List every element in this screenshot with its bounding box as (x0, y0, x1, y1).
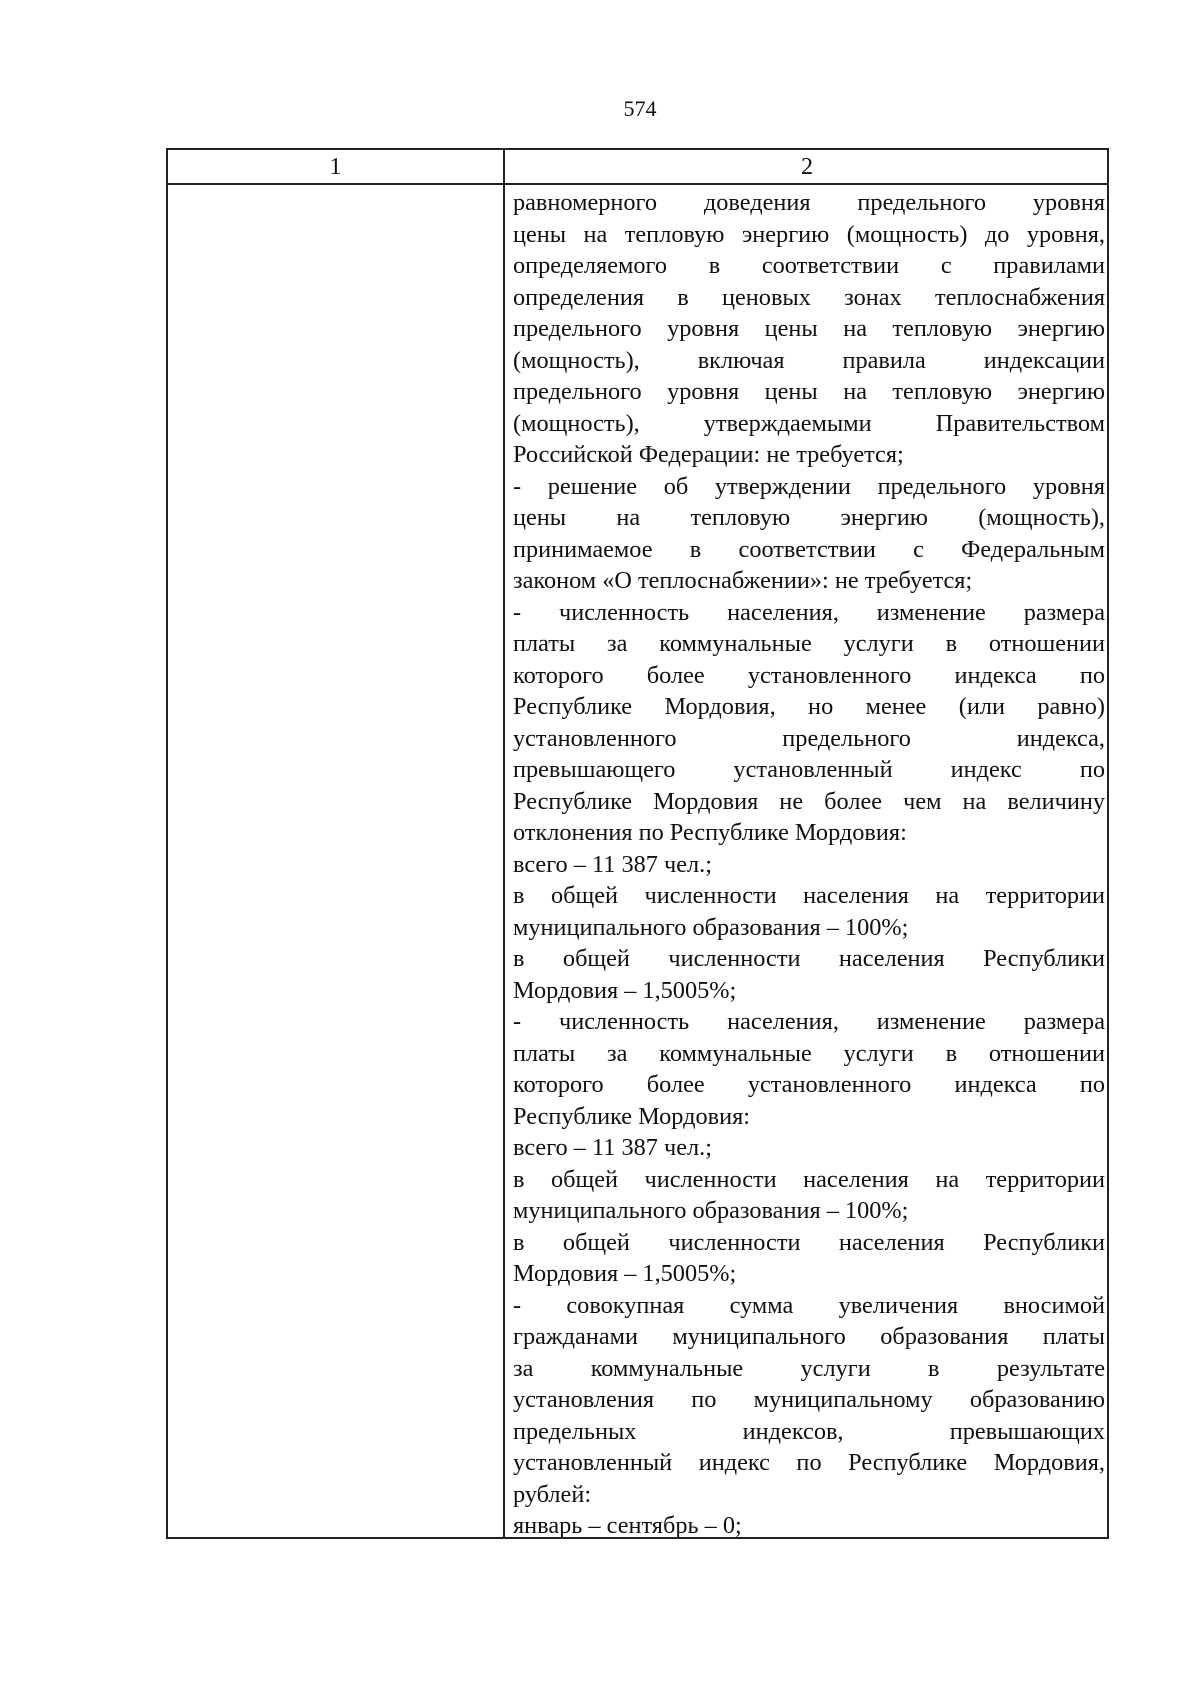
text-line: установленный индекс по Республике Мордовия, (513, 1449, 1105, 1476)
text-line: законом «О теплоснабжении»: не требуется; (513, 567, 973, 594)
text-line: (мощность), включая правила индексации (513, 346, 1105, 374)
page-number: 574 (623, 96, 657, 121)
text-line: всего – 11 387 чел.; (513, 850, 712, 878)
text-line: которого более установленного индекса по (513, 661, 1105, 689)
text-line: рублей: (513, 1480, 592, 1508)
document-table (166, 148, 1109, 1539)
text-line: гражданами муниципального образования платы (513, 1323, 1105, 1350)
column-divider (503, 150, 505, 1537)
text-line: установленного предельного индекса, (513, 724, 1105, 752)
text-line: всего – 11 387 чел.; (513, 1134, 712, 1161)
text-line: принимаемое в соответствии с Федеральным (513, 535, 1105, 563)
text-line: установления по муниципальному образованию (513, 1386, 1105, 1413)
text-line: (мощность), утверждаемыми Правительством (513, 409, 1105, 437)
text-line: платы за коммунальные услуги в отношении (513, 630, 1105, 657)
text-line: в общей численности населения на территории (513, 882, 1105, 909)
text-line: цены на тепловую энергию (мощность) до уровня, (513, 220, 1105, 248)
text-line: предельных индексов, превышающих (513, 1417, 1105, 1445)
text-line: в общей численности населения Республики (513, 945, 1105, 972)
text-line: январь – сентябрь – 0; (513, 1512, 742, 1537)
text-line: определения в ценовых зонах теплоснабжения (513, 283, 1105, 311)
text-line: муниципального образования – 100%; (513, 913, 909, 941)
text-line: которого более установленного индекса по (513, 1071, 1105, 1098)
header-cell-column-2: 2 (801, 154, 813, 180)
text-line: определяемого в соответствии с правилами (513, 252, 1105, 279)
text-line: предельного уровня цены на тепловую энергию (513, 315, 1105, 342)
text-line: превышающего установленный индекс по (513, 756, 1105, 783)
text-line: Республике Мордовия, но менее (или равно) (513, 693, 1105, 720)
text-line: - решение об утверждении предельного уровня (513, 472, 1105, 500)
text-line: муниципального образования – 100%; (513, 1197, 909, 1224)
text-line: в общей численности населения Республики (513, 1228, 1105, 1256)
text-line: цены на тепловую энергию (мощность), (513, 504, 1105, 531)
text-line: платы за коммунальные услуги в отношении (513, 1039, 1105, 1067)
text-line: отклонения по Республике Мордовия: (513, 819, 907, 846)
text-line: в общей численности населения на территории (513, 1165, 1105, 1193)
text-line: - численность населения, изменение размера (513, 598, 1105, 626)
text-line: равномерного доведения предельного уровня (513, 189, 1105, 216)
text-line: Российской Федерации: не требуется; (513, 441, 904, 468)
text-line: за коммунальные услуги в результате (513, 1354, 1105, 1382)
text-line: предельного уровня цены на тепловую энергию (513, 378, 1105, 405)
header-cell-column-1: 1 (329, 154, 342, 180)
text-line: - численность населения, изменение размера (513, 1008, 1105, 1035)
text-line: - совокупная сумма увеличения вносимой (513, 1291, 1105, 1319)
table-cell-column-2 (513, 187, 1105, 1537)
table-header-row (168, 150, 1107, 185)
text-line: Республике Мордовия: (513, 1102, 751, 1130)
text-line: Мордовия – 1,5005%; (513, 1260, 737, 1287)
text-line: Республике Мордовия не более чем на величину (513, 787, 1105, 815)
text-line: Мордовия – 1,5005%; (513, 976, 737, 1004)
